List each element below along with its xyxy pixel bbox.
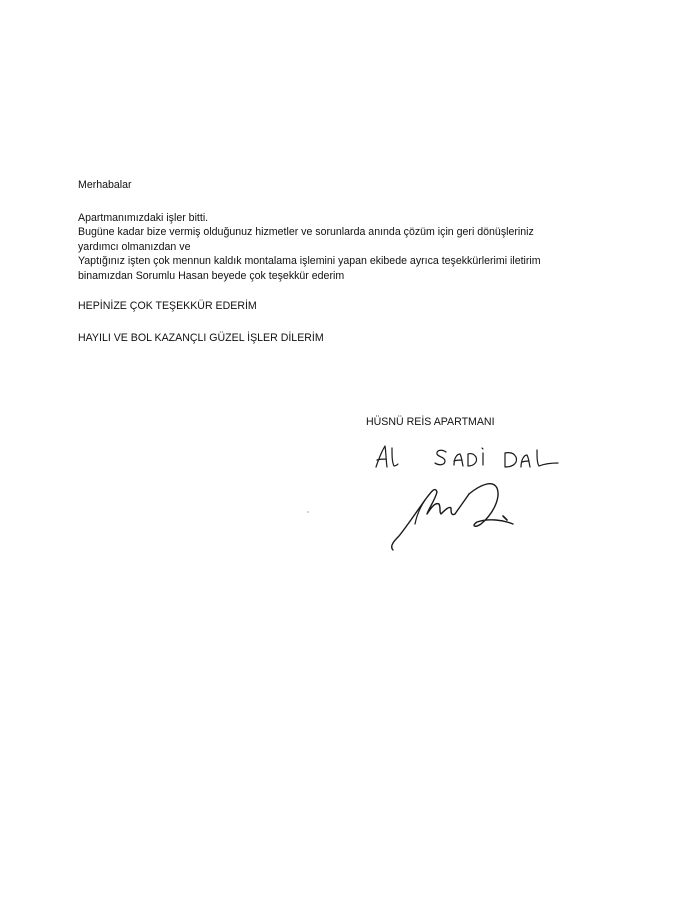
- greeting-line: Merhabalar: [78, 179, 132, 191]
- closing-wishes-line: HAYILI VE BOL KAZANÇLI GÜZEL İŞLER DİLERİM: [78, 332, 324, 345]
- thanks-paragraph-line-4: binamızdan Sorumlu Hasan beyede çok teşekkür ederim: [78, 269, 345, 282]
- thanks-paragraph-line-1: Bugüne kadar bize vermiş olduğunuz hizmetler ve sorunlarda anında çözüm için geri dönüşleriniz: [78, 226, 534, 239]
- status-line: Apartmanımızdaki işler bitti.: [78, 211, 209, 224]
- thanks-paragraph-line-3: Yaptığınız işten çok mennun kaldık montalama işlemini yapan ekibede ayrıca teşekkürlerimi iletirim: [78, 255, 541, 268]
- thanks-paragraph: [78, 225, 638, 283]
- scan-speck: [307, 511, 309, 513]
- thanks-paragraph-line-2: yardımcı olmanızdan ve: [78, 240, 191, 253]
- signature: [385, 470, 555, 560]
- closing-thanks-line: HEPİNİZE ÇOK TEŞEKKÜR EDERİM: [78, 299, 257, 312]
- sender-organization: HÜSNÜ REİS APARTMANI: [366, 416, 495, 428]
- letter-body: [78, 178, 638, 346]
